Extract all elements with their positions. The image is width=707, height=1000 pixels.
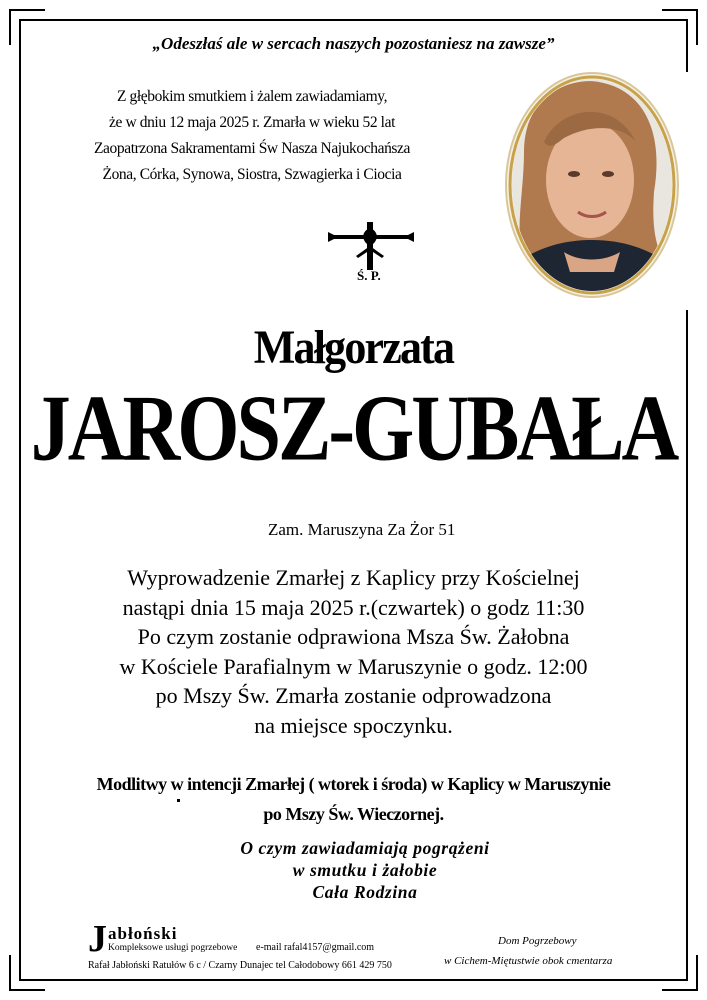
prayers-info [0,769,707,829]
intro-line: Z głębokim smutkiem i żalem zawiadamiamy, [116,88,388,105]
funeral-home-location: w Cichem-Miętustwie obok cmentarza [444,955,613,967]
motto-quote: „Odeszłaś ale w sercach naszych pozostaniesz na zawsze” [152,34,555,53]
closing-line: w smutku i żałobie [292,860,438,880]
ceremony-line: Po czym zostanie odprawiona Msza Św. Żałobna [137,624,570,650]
residence-address: Zam. Maruszyna Za Żor 51 [268,520,456,539]
cross-icon [326,222,416,272]
last-name: JAROSZ-GUBAŁA [30,376,677,481]
portrait-photo [504,72,680,298]
ceremony-line: nastąpi dnia 15 maja 2025 r.(czwartek) o godz 11:30 [122,594,585,620]
logo-name: abłoński [108,924,178,943]
prayers-line: po Mszy Św. Wieczornej. [263,804,444,824]
footer-services: Kompleksowe usługi pogrzebowe [108,943,238,953]
ceremony-line: Wyprowadzenie Zmarłej z Kaplicy przy Kościelnej [127,565,580,590]
footer-address: Rafał Jabłoński Ratułów 6 c / Czarny Dunajec tel Całodobowy 661 429 750 [88,960,392,971]
stray-dot [177,799,180,802]
announcement-intro [62,84,442,188]
intro-line: Żona, Córka, Synowa, Siostra, Szwagierka i Ciocia [102,166,402,183]
intro-line: Zaopatrzona Sakramentami Św Nasza Najukochańsza [93,140,411,157]
sp-initials: Ś. P. [357,268,381,283]
first-name: Małgorzata [253,321,454,374]
intro-line: że w dniu 12 maja 2025 r. Zmarła w wieku 52 lat [109,114,395,131]
funeral-home-title: Dom Pogrzebowy [498,935,577,947]
ceremony-details [0,563,707,741]
ceremony-line: w Kościele Parafialnym w Maruszynie o godz. 12:00 [119,653,588,679]
prayers-line: Modlitwy w intencji Zmarłej ( wtorek i środa) w Kaplicy w Maruszynie [96,774,611,794]
logo-initial: J [88,918,107,960]
closing-signature [150,837,580,903]
closing-line: Cała Rodzina [312,882,418,902]
ceremony-line: na miejsce spoczynku. [254,712,453,738]
footer-email: e-mail rafal4157@gmail.com [256,942,375,953]
closing-line: O czym zawiadamiają pogrążeni [240,838,490,858]
ceremony-line: po Mszy Św. Zmarła zostanie odprowadzona [155,683,552,709]
